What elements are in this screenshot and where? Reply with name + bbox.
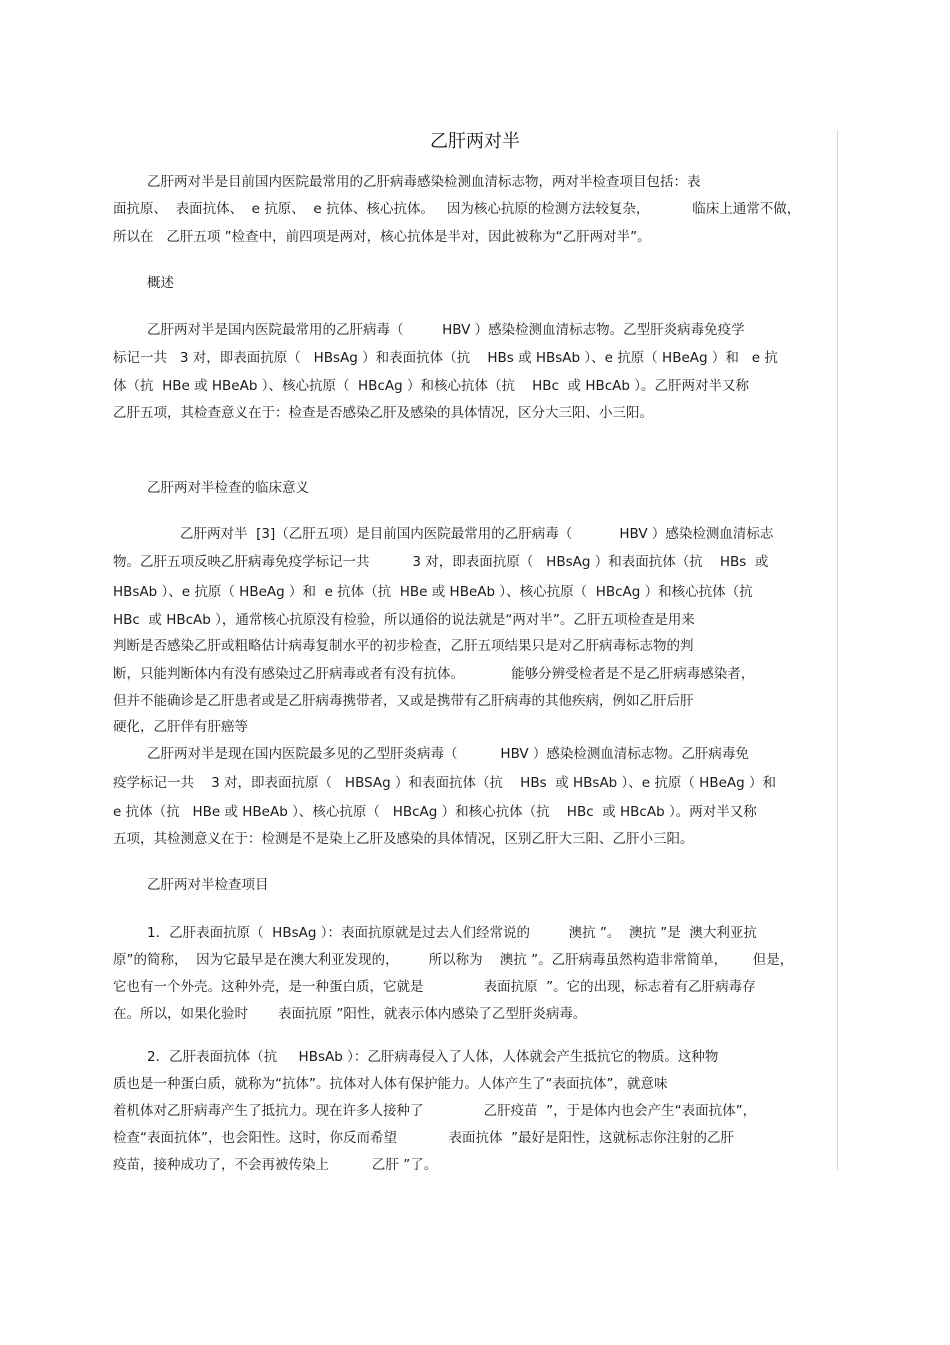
paragraph-line: 乙肝两对半 [3]（乙肝五项）是目前国内医院最常用的乙肝病毒（ HBV ）感染检测血清标志 [180,526,774,542]
paragraph-line: e 抗体（抗 HBe 或 HBeAb ）、核心抗原（ HBcAg ）和核心抗体（抗 HBc 或 HBcAb ）。两对半又称 [113,804,757,820]
paragraph-line: 着机体对乙肝病毒产生了抵抗力。现在许多人接种了 乙肝疫苗 ”，于是体内也会产生“表面抗体”， [113,1103,757,1119]
paragraph-line: 标记一共 3 对，即表面抗原（ HBsAg ）和表面抗体（抗 HBs 或 HBsAb ）、e 抗原（ HBeAg ）和 e 抗 [113,350,778,366]
paragraph-line: 在。所以，如果化验时 表面抗原 ”阳性，就表示体内感染了乙型肝炎病毒。 [113,1006,587,1022]
paragraph-line: 疫学标记一共 3 对，即表面抗原（ HBSAg ）和表面抗体（抗 HBs 或 HBsAb ）、e 抗原（ HBeAg ）和 [113,775,776,791]
paragraph-line: 疫苗，接种成功了，不会再被传染上 乙肝 ”了。 [113,1157,438,1173]
paragraph-line: HBc 或 HBcAb ），通常核心抗原没有检验，所以通俗的说法就是“两对半”。乙肝五项检查是用来 [113,612,695,628]
paragraph-line: 乙肝两对半是目前国内医院最常用的乙肝病毒感染检测血清标志物，两对半检查项目包括：表 [147,174,701,190]
section-heading-clinical: 乙肝两对半检查的临床意义 [147,480,309,496]
paragraph-line: 质也是一种蛋白质，就称为“抗体”。抗体对人体有保护能力。人体产生了“表面抗体”，就意味 [113,1076,668,1092]
paragraph-line: 物。乙肝五项反映乙肝病毒免疫学标记一共 3 对，即表面抗原（ HBsAg ）和表面抗体（抗 HBs 或 [113,554,769,570]
paragraph-line: 原”的简称， 因为它最早是在澳大利亚发现的， 所以称为 澳抗 ”。乙肝病毒虽然构造非常简单， 但是， [113,952,794,968]
paragraph-line: 五项，其检测意义在于：检测是不是染上乙肝及感染的具体情况，区别乙肝大三阳、乙肝小三阳。 [113,831,694,847]
page-right-rule [837,130,838,1170]
page-title: 乙肝两对半 [430,131,520,152]
paragraph-line: 乙肝两对半是国内医院最常用的乙肝病毒（ HBV ）感染检测血清标志物。乙型肝炎病毒免疫学 [147,322,745,338]
paragraph-line: HBsAb ）、e 抗原（ HBeAg ）和 e 抗体（抗 HBe 或 HBeAb ）、核心抗原（ HBcAg ）和核心抗体（抗 [113,584,753,600]
paragraph-line: 但并不能确诊是乙肝患者或是乙肝病毒携带者，又或是携带有乙肝病毒的其他疾病，例如乙肝后肝 [113,693,694,709]
paragraph-line: 乙肝两对半是现在国内医院最多见的乙型肝炎病毒（ HBV ）感染检测血清标志物。乙肝病毒免 [147,746,749,762]
section-heading-overview: 概述 [147,275,174,291]
paragraph-line: 检查“表面抗体”，也会阳性。这时，你反而希望 表面抗体 ”最好是阳性，这就标志你注射的乙肝 [113,1130,735,1146]
paragraph-line: 断，只能判断体内有没有感染过乙肝病毒或者有没有抗体。 能够分辨受检者是不是乙肝病毒感染者， [113,666,755,682]
paragraph-line: 判断是否感染乙肝或粗略估计病毒复制水平的初步检查，乙肝五项结果只是对乙肝病毒标志物的判 [113,638,694,654]
paragraph-line: 硬化，乙肝伴有肝癌等 [113,719,248,735]
paragraph-line: 乙肝五项，其检查意义在于：检查是否感染乙肝及感染的具体情况，区分大三阳、小三阳。 [113,405,653,421]
paragraph-line: 所以在 乙肝五项 ”检查中，前四项是两对，核心抗体是半对，因此被称为“乙肝两对半”。 [113,229,651,245]
section-heading-items: 乙肝两对半检查项目 [147,877,269,893]
paragraph-line: 2．乙肝表面抗体（抗 HBsAb ）：乙肝病毒侵入了人体，人体就会产生抵抗它的物质。这种物 [147,1049,719,1065]
paragraph-line: 它也有一个外壳。这种外壳，是一种蛋白质，它就是 表面抗原 ”。它的出现，标志着有乙肝病毒存 [113,979,756,995]
paragraph-line: 1．乙肝表面抗原（ HBsAg ）：表面抗原就是过去人们经常说的 澳抗 ”。 澳抗 ”是 澳大利亚抗 [147,925,757,941]
paragraph-line: 体（抗 HBe 或 HBeAb ）、核心抗原（ HBcAg ）和核心抗体（抗 HBc 或 HBcAb ）。乙肝两对半又称 [113,378,750,394]
paragraph-line: 面抗原、 表面抗体、 e 抗原、 e 抗体、核心抗体。 因为核心抗原的检测方法较复杂， 临床上通常不做， [113,201,801,217]
